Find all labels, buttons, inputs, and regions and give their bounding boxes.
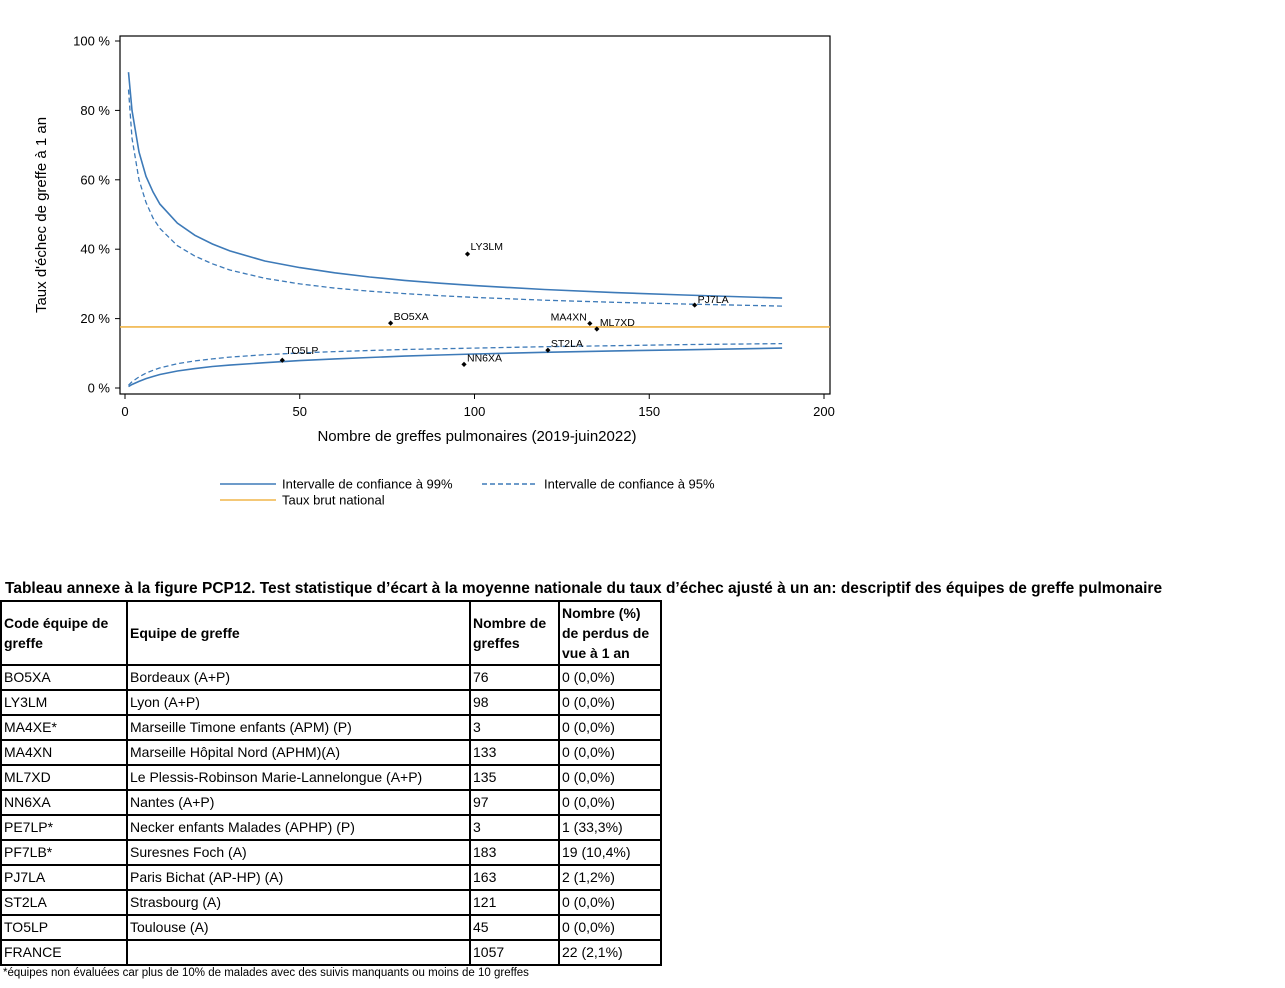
header-team-line: Equipe de greffe bbox=[130, 625, 240, 641]
x-tick-label: 50 bbox=[292, 404, 307, 419]
cell-code: ML7XD bbox=[1, 765, 127, 790]
cell-count: 97 bbox=[470, 790, 559, 815]
table-row bbox=[1, 665, 661, 690]
cell-lost: 0 (0,0%) bbox=[559, 915, 661, 940]
cell-lost: 0 (0,0%) bbox=[559, 665, 661, 690]
data-point-label: ML7XD bbox=[599, 317, 635, 330]
x-tick-label: 200 bbox=[813, 404, 835, 419]
cell-count: 45 bbox=[470, 915, 559, 940]
cell-count: 76 bbox=[470, 665, 559, 690]
table-row bbox=[1, 890, 661, 915]
cell-code: MA4XE* bbox=[1, 715, 127, 740]
x-axis-title: Nombre de greffes pulmonaires (2019-juin2022) bbox=[317, 428, 637, 445]
cell-team: Nantes (A+P) bbox=[127, 790, 470, 815]
cell-team: Suresnes Foch (A) bbox=[127, 840, 470, 865]
data-point-label: NN6XA bbox=[467, 352, 503, 365]
table-header-row bbox=[1, 601, 661, 665]
header-lost-line: de perdus de bbox=[562, 625, 650, 641]
header-code-line: Code équipe de bbox=[4, 615, 109, 631]
header-code bbox=[1, 601, 127, 665]
data-point-marker bbox=[461, 362, 466, 367]
legend-label-national: Taux brut national bbox=[282, 492, 385, 508]
y-axis-title: Taux d'échec de greffe à 1 an bbox=[33, 116, 50, 314]
table-row bbox=[1, 790, 661, 815]
upper-95-limit bbox=[129, 90, 783, 307]
cell-team bbox=[127, 940, 470, 965]
cell-team: Paris Bichat (AP-HP) (A) bbox=[127, 865, 470, 890]
legend-label-95: Intervalle de confiance à 95% bbox=[544, 476, 715, 492]
cell-team: Marseille Timone enfants (APM) (P) bbox=[127, 715, 470, 740]
table-row bbox=[1, 865, 661, 890]
cell-team: Le Plessis-Robinson Marie-Lannelongue (A+P) bbox=[127, 765, 470, 790]
cell-lost: 0 (0,0%) bbox=[559, 715, 661, 740]
cell-code: LY3LM bbox=[1, 690, 127, 715]
cell-team: Toulouse (A) bbox=[127, 915, 470, 940]
cell-code: FRANCE bbox=[1, 940, 127, 965]
legend-label-99: Intervalle de confiance à 99% bbox=[282, 476, 453, 492]
table-row bbox=[1, 690, 661, 715]
cell-code: MA4XN bbox=[1, 740, 127, 765]
cell-count: 121 bbox=[470, 890, 559, 915]
table-body bbox=[1, 665, 661, 965]
data-point-marker bbox=[587, 321, 592, 326]
table-row bbox=[1, 765, 661, 790]
cell-count: 133 bbox=[470, 740, 559, 765]
data-point-marker bbox=[388, 321, 393, 326]
cell-team: Strasbourg (A) bbox=[127, 890, 470, 915]
cell-lost: 0 (0,0%) bbox=[559, 790, 661, 815]
y-tick-label: 60 % bbox=[80, 172, 110, 188]
cell-count: 98 bbox=[470, 690, 559, 715]
cell-count: 3 bbox=[470, 715, 559, 740]
upper-99-limit bbox=[129, 72, 783, 298]
cell-lost: 0 (0,0%) bbox=[559, 890, 661, 915]
table-row bbox=[1, 815, 661, 840]
header-team bbox=[127, 601, 470, 665]
cell-lost: 0 (0,0%) bbox=[559, 740, 661, 765]
cell-count: 1057 bbox=[470, 940, 559, 965]
header-count bbox=[470, 601, 559, 665]
cell-code: TO5LP bbox=[1, 915, 127, 940]
header-lost bbox=[559, 601, 661, 665]
cell-team: Necker enfants Malades (APHP) (P) bbox=[127, 815, 470, 840]
header-count-line: Nombre de bbox=[473, 615, 547, 631]
cell-code: BO5XA bbox=[1, 665, 127, 690]
cell-count: 183 bbox=[470, 840, 559, 865]
data-point-label: PJ7LA bbox=[697, 294, 729, 307]
y-tick-label: 80 % bbox=[80, 102, 110, 118]
data-point-label: ST2LA bbox=[550, 338, 584, 351]
table-row bbox=[1, 740, 661, 765]
cell-count: 3 bbox=[470, 815, 559, 840]
cell-team: Marseille Hôpital Nord (APHM)(A) bbox=[127, 740, 470, 765]
table-title: Tableau annexe à la figure PCP12. Test statistique d’écart à la moyenne nationale du taux d’échec ajusté à un an: descriptif des équipes de greffe pulmonaire bbox=[5, 580, 1163, 597]
header-code-line: greffe bbox=[4, 635, 43, 651]
cell-code: PF7LB* bbox=[1, 840, 127, 865]
cell-lost: 0 (0,0%) bbox=[559, 765, 661, 790]
cell-team: Bordeaux (A+P) bbox=[127, 665, 470, 690]
axes bbox=[73, 34, 835, 420]
table-row bbox=[1, 915, 661, 940]
y-tick-label: 20 % bbox=[80, 311, 110, 327]
data-point-label: TO5LP bbox=[285, 345, 319, 358]
y-tick-label: 0 % bbox=[87, 380, 110, 396]
cell-code: PJ7LA bbox=[1, 865, 127, 890]
y-tick-label: 40 % bbox=[80, 241, 110, 257]
plot-area-frame bbox=[120, 36, 830, 394]
data-point-label: BO5XA bbox=[393, 311, 429, 324]
data-point-label: MA4XN bbox=[550, 311, 587, 324]
cell-count: 163 bbox=[470, 865, 559, 890]
cell-lost: 1 (33,3%) bbox=[559, 815, 661, 840]
header-count-line: greffes bbox=[473, 635, 520, 651]
cell-code: ST2LA bbox=[1, 890, 127, 915]
x-tick-label: 100 bbox=[463, 404, 486, 419]
x-tick-label: 0 bbox=[121, 404, 129, 419]
cell-lost: 19 (10,4%) bbox=[559, 840, 661, 865]
table-row bbox=[1, 840, 661, 865]
y-tick-label: 100 % bbox=[73, 33, 110, 49]
cell-lost: 22 (2,1%) bbox=[559, 940, 661, 965]
legend bbox=[220, 477, 715, 508]
cell-lost: 2 (1,2%) bbox=[559, 865, 661, 890]
cell-code: NN6XA bbox=[1, 790, 127, 815]
table-row bbox=[1, 940, 661, 965]
data-point-marker bbox=[465, 251, 470, 256]
cell-count: 135 bbox=[470, 765, 559, 790]
x-tick-label: 150 bbox=[638, 404, 661, 419]
table-footnote: *équipes non évaluées car plus de 10% de malades avec des suivis manquants ou moins de 10 greffes bbox=[3, 967, 529, 979]
lower-99-limit bbox=[129, 348, 783, 387]
cell-team: Lyon (A+P) bbox=[127, 690, 470, 715]
team-table bbox=[0, 600, 662, 966]
table-row bbox=[1, 715, 661, 740]
header-lost-line: Nombre (%) bbox=[562, 605, 641, 621]
confidence-bands bbox=[129, 72, 783, 386]
data-point-marker bbox=[692, 302, 697, 307]
cell-code: PE7LP* bbox=[1, 815, 127, 840]
data-point-label: LY3LM bbox=[470, 241, 504, 254]
header-lost-line: vue à 1 an bbox=[562, 645, 630, 661]
cell-lost: 0 (0,0%) bbox=[559, 690, 661, 715]
